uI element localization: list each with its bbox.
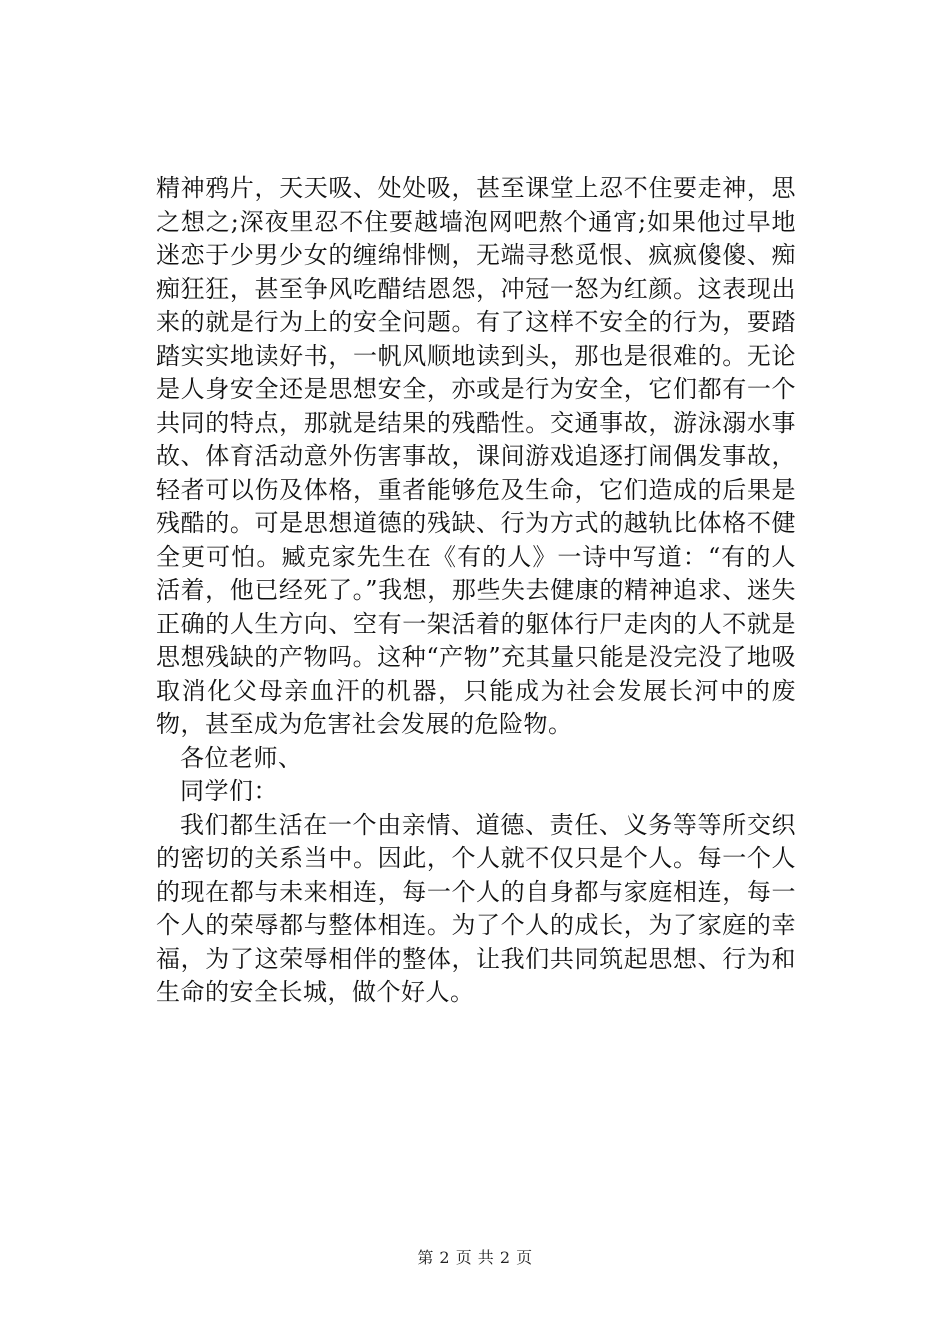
- page-number: 第 2 页 共 2 页: [417, 1248, 533, 1267]
- closing-paragraph: 我们都生活在一个由亲情、道德、责任、义务等等所交织的密切的关系当中。因此，个人就不仅只是个人。每一个人的现在都与未来相连，每一个人的自身都与家庭相连，每一个人的荣辱都与整体相连。为了个人的成长，为了家庭的幸福，为了这荣辱相伴的整体，让我们共同筑起思想、行为和生命的安全长城，做个好人。: [156, 810, 796, 1006]
- document-body: [156, 172, 796, 1010]
- salutation-teachers: 各位老师、: [180, 743, 303, 772]
- page-footer: [0, 1245, 950, 1268]
- salutation-students: 同学们：: [180, 777, 278, 805]
- paragraph-continued: 精神鸦片，天天吸、处处吸，甚至课堂上忍不住要走神，思之想之;深夜里忍不住要越墙泡网吧熬个通宵;如果他过早地迷恋于少男少女的缠绵悱恻，无端寻愁觅恨、疯疯傻傻、痴痴狂狂，甚至争风吃醋结恩怨，冲冠一怒为红颜。这表现出来的就是行为上的安全问题。有了这样不安全的行为，要踏踏实实地读好书，一帆风顺地读到头，那也是很难的。无论是人身安全还是思想安全，亦或是行为安全，它们都有一个共同的特点，那就是结果的残酷性。交通事故，游泳溺水事故、体育活动意外伤害事故，课间游戏追逐打闹偶发事故，轻者可以伤及体格，重者能够危及生命，它们造成的后果是残酷的。可是思想道德的残缺、行为方式的越轨比体格不健全更可怕。臧克家先生在《有的人》一诗中写道：“有的人活着，他已经死了。”我想，那些失去健康的精神追求、迷失正确的人生方向、空有一架活着的躯体行尸走肉的人不就是思想残缺的产物吗。这种“产物”充其量只能是没完没了地吸取消化父母亲血汗的机器，只能成为社会发展长河中的废物，甚至成为危害社会发展的危险物。: [156, 174, 796, 738]
